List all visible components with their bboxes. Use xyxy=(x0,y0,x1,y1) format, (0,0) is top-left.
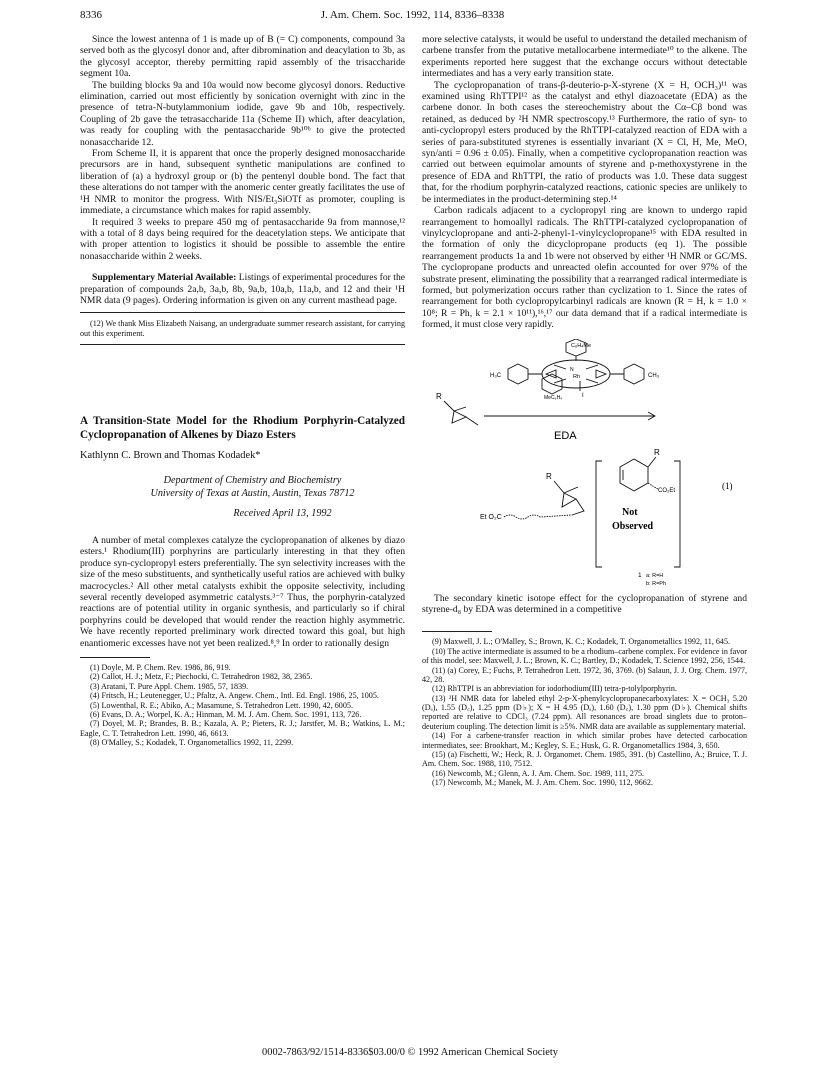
reaction-scheme xyxy=(422,339,747,591)
department: Department of Chemistry and Biochemistry xyxy=(163,474,342,486)
supplementary-text: Listings of experimental procedures for the preparation of compounds 2a,b, 3a,b, 8b, 9a,b, 10a,b, 11a,b, and 12 and their ¹H NMR data (9 pages). Ordering information is given on any current masthead page. xyxy=(80,272,405,306)
reference: (11) (a) Corey, E.; Fuchs, P. Tetrahedron Lett. 1972, 36, 3769. (b) Salaun, J. J. Org. Chem. 1977, 42, 28. xyxy=(422,665,747,684)
tolyl-ring-right xyxy=(624,364,644,384)
reference: (5) Lowenthal, R. E.; Abiko, A.; Masamune, S. Tetrahedron Lett. 1990, 42, 6005. xyxy=(90,700,353,710)
references-left xyxy=(80,663,405,747)
r-group-label-ring: R xyxy=(654,447,660,457)
paragraph: Since the lowest antenna of 1 is made up of B (= C) components, compound 3a served both as the glycosyl donor and, after dibromination and deacylation to 3b, as the glycosyl acceptor, thereby permitting rapid assembly of the trisaccharide segment 10a. xyxy=(80,34,405,80)
reference: (1) Doyle, M. P. Chem. Rev. 1986, 86, 919. xyxy=(90,663,231,673)
reference: (2) Callot, H. J.; Metz, F.; Piechocki, C. Tetrahedron 1982, 38, 2365. xyxy=(90,672,313,682)
ester-label: Et O₂C xyxy=(480,513,502,521)
methyl-label-right: CH₃ xyxy=(648,372,660,379)
journal-citation: J. Am. Chem. Soc. 1992, 114, 8336–8338 xyxy=(320,9,505,21)
reaction-scheme-drawing xyxy=(422,339,747,591)
divider xyxy=(80,344,405,345)
paragraph: It required 3 weeks to prepare 450 mg of pentasaccharide 9a from mannose,¹² with a total of 8 days being required for the deacetylation steps. We anticipate that with proper attention to logistics it should be possible to assemble the entire nonasaccharide within 2 weeks. xyxy=(80,216,405,262)
supplementary-material xyxy=(80,272,405,306)
reference: (7) Doyel, M. P.; Brandes, B. B.; Kazala, A. P.; Pieters, R. J.; Jarstfer, M. B.; Watkins, L. M.; Eagle, C. T. Tetrahedron Lett. 1990, 46, 6613. xyxy=(80,719,405,738)
reference: (10) The active intermediate is assumed to be a rhodium–carbene complex. For evidence in favor of this model, see: Maxwell, J. L.; Brown, K. C.; Bartley, D.; Kodadek, T. Science 1992, 256, 1544. xyxy=(422,646,747,666)
paragraph: Carbon radicals adjacent to a cyclopropyl ring are known to undergo rapid rearrangement to homoallyl radicals. The RhTTPI-catalyzed cyclopropanation of vinylcyclopropane and anti-2-phenyl-1-vinylcyclopropane¹⁵ with EDA resulted in the formation of only the dicyclopropane products (eq 1). The possible rearrangement products 1a and 1b were not observed by either ¹H NMR or GC/MS. The cyclopropane products and unreacted olefin accounted for over 97% of the substrate present, eliminating the possibility that a rearranged radical intermediate is formed, but polymerization occurs rather than cyclization to 1. Since the rates of rearrangement for both cyclopropylcarbinyl radicals are known (R = H, k = 1.0 × 10⁸; R = Ph, k = 2.1 × 10¹¹),¹⁶,¹⁷ our data demand that if a radical intermediate is formed, it must close very rapidly. xyxy=(422,205,747,331)
article-authors: Kathlynn C. Brown and Thomas Kodadek* xyxy=(80,450,261,462)
reference: (6) Evans, D. A.; Worpel, K. A.; Hinman, M. M. J. Am. Chem. Soc. 1991, 113, 726. xyxy=(90,709,362,719)
reference: (12) RhTTPI is an abbreviation for iodorhodium(III) tetra-p-tolylporphyrin. xyxy=(432,684,677,694)
paragraph: more selective catalysts, it would be useful to understand the detailed mechanism of carbene transfer from the putative metallocarbene intermediate¹⁰ to the alkene. The experiments reported here suggest that the exchange occurs without detectable intermediates and has a very early transition state. xyxy=(422,34,747,80)
reference: (9) Maxwell, J. L.; O'Malley, S.; Brown, K. C.; Kodadek, T. Organometallics 1992, 11, 645. xyxy=(432,637,731,647)
nitrogen-label: N xyxy=(570,366,574,373)
reference: (16) Newcomb, M.; Glenn, A. J. Am. Chem. Soc. 1989, 111, 275. xyxy=(432,768,645,778)
equation-number: (1) xyxy=(722,480,733,491)
dicyclopropane-product xyxy=(554,481,578,507)
tolyl-label-top: C₆H₄Me xyxy=(571,342,592,349)
footnote-rule xyxy=(80,657,150,658)
references-right xyxy=(422,637,747,787)
r-group-label: R xyxy=(436,391,442,401)
paragraph: The secondary kinetic isotope effect for the cyclopropanation of styrene and styrene-d₈ by EDA was determined in a competitive xyxy=(422,592,747,615)
left-column xyxy=(80,34,405,747)
paragraph: From Scheme II, it is apparent that once the properly designed monosaccharide precursors are in hand, subsequent synthetic manipulations are confined to liberation of (a) a hydroxyl group or (b) the pentenyl double bond. The fact that these alterations do not tamper with the anomeric center greatly facilitates the use of ¹H NMR to monitor the progress. With NIS/Et₃SiOTf as promoter, coupling is immediate, a circumstance which makes for rapid assembly. xyxy=(80,148,405,217)
footnote-text: (12) We thank Miss Elizabeth Naisang, an undergraduate summer research assistant, for carrying out this experiment. xyxy=(80,319,405,338)
copyright-footer: 0002-7863/92/1514-8336$03.00/0 © 1992 American Chemical Society xyxy=(262,1047,558,1058)
supplementary-label: Supplementary Material Available: xyxy=(92,272,237,284)
ester-label-ring: CO₂Et xyxy=(658,487,675,494)
tolyl-ring-left xyxy=(508,364,528,384)
intro-paragraph: A number of metal complexes catalyze the cyclopropanation of alkenes by diazo esters.¹ Rhodium(III) porphyrins are particularly interesting in that they often produce syn-cyclopropyl esters preferentially. The syn selectivity increases with the size of the meso substituents, and synthetically useful ratios are achieved with bulky macrocycles.² All other metal catalysts exhibit the opposite selectivity, including several recently developed asymmetric catalysts.³⁻⁷ Thus, the porphyrin-catalyzed reactions are of potential utility in organic synthesis, and particularly so if chiral porphyrins could be developed that would render the reaction highly asymmetric. We have recently reported preliminary work directed toward this goal, but high enantiomeric excesses have not yet been realized.⁸,⁹ In order to rationally design xyxy=(80,535,405,649)
footnote-rule xyxy=(422,631,492,632)
affiliation xyxy=(80,475,405,521)
cyclohexene-ring xyxy=(620,459,648,491)
vinylcyclopropane xyxy=(444,401,466,423)
reference: (17) Newcomb, M.; Manek, M. J. Am. Chem. Soc. 1990, 112, 9662. xyxy=(432,778,653,787)
reference: (3) Aratani, T. Pure Appl. Chem. 1985, 57, 1839. xyxy=(90,681,249,691)
compound-variant-a: a: R=H xyxy=(646,572,664,579)
r-group-label-product: R xyxy=(546,471,552,481)
right-column xyxy=(422,34,747,787)
compound-number: 1 xyxy=(638,571,642,579)
rhodium-label: Rh xyxy=(573,373,581,380)
not-observed-label: Not xyxy=(622,506,638,518)
reference: (14) For a carbene-transfer reaction in which similar probes have detected carbocation intermediates, see: Brookhart, M.; Kegley, S. E.; Husk, G. R. Organometallics 1984, 3, 650. xyxy=(422,731,747,750)
article-title: A Transition-State Model for the Rhodium Porphyrin-Catalyzed Cyclopropanation of Alkenes by Diazo Esters xyxy=(80,415,405,441)
tolyl-label-bottom: MeC₆H₄ xyxy=(544,394,563,401)
reference: (15) (a) Fischetti, W.; Heck, R. J. Organomet. Chem. 1985, 391. (b) Castellino, A.; Bruice, T. J. Am. Chem. Soc. 1988, 110, 7512. xyxy=(422,749,747,769)
reference: (8) O'Malley, S.; Kodadek, T. Organometallics 1992, 11, 2299. xyxy=(90,738,294,748)
compound-variant-b: b: R=Ph xyxy=(646,580,667,587)
methyl-label-left: H₃C xyxy=(490,372,502,379)
page-number: 8336 xyxy=(80,9,102,21)
bracket-left xyxy=(596,461,602,567)
eda-label: EDA xyxy=(554,429,577,442)
bracket-right xyxy=(674,461,680,567)
divider xyxy=(80,312,405,313)
received-date: Received April 13, 1992 xyxy=(233,508,332,520)
iodide-label: I xyxy=(582,392,584,399)
reference: (13) ²H NMR data for labeled ethyl 2-p-X-phenylcyclopropanecarboxylates: X = OCH₃ 5.20 (Dₐ), 1.55 (D꜀), 1.25 ppm (D♭); X = H 4.95 (Dₐ), 1.60 (D꜀), 1.30 ppm (D♭). Chemical shifts reported are relative to CDCl₃ (7.24 ppm). All resonances are broad singlets due to proton–deuterium coupling. The detection limit is ≥5%. NMR data are available as supplementary material. xyxy=(422,693,747,731)
university: University of Texas at Austin, Austin, Texas 78712 xyxy=(150,487,355,499)
paragraph: The cyclopropanation of trans-β-deuterio-p-X-styrene (X = H, OCH₃)¹¹ was examined using RhTTPI¹² as the catalyst and ethyl diazoacetate (EDA) as the carbene donor. In both cases the stereochemistry about the Cα–Cβ bond was retained, as deduced by ²H NMR spectroscopy.¹³ Furthermore, the ratio of syn- to anti-cyclopropyl esters produced by the RhTTPI-catalyzed reaction of EDA with a series of para-substituted styrenes is essentially invariant (X = Cl, H, Me, MeO, syn/anti = 0.96 ± 0.05). Finally, when a competitive cyclopropanation reaction was carried out between equimolar amounts of styrene and p-methoxystyrene in the presence of EDA and RhTTPI, the ratio of products was 1.0. These data suggest that, for the rhodium porphyrin-catalyzed reactions, cationic species are unlikely to be intermediates in the product-determining step.¹⁴ xyxy=(422,79,747,205)
running-header xyxy=(80,9,745,25)
footnote-12 xyxy=(80,319,405,338)
reference: (4) Fritsch, H.; Leutenegger, U.; Pfaltz, A. Angew. Chem., Intl. Ed. Engl. 1986, 25, 1005. xyxy=(90,691,379,701)
paragraph: The building blocks 9a and 10a would now become glycosyl donors. Reductive elimination, carried out most efficiently by sonication overnight with zinc in the presence of tetra-N-butylammonium iodide, gave 9b and 10b, respectively. Coupling of 2b gave the tetrasaccharide 11a (Scheme II) which, after deacylation, was ready for coupling with the pentasaccharide 9b¹⁰ᵇ to give the protected nonasaccharide 12. xyxy=(80,79,405,148)
not-observed-label: Observed xyxy=(612,520,654,532)
